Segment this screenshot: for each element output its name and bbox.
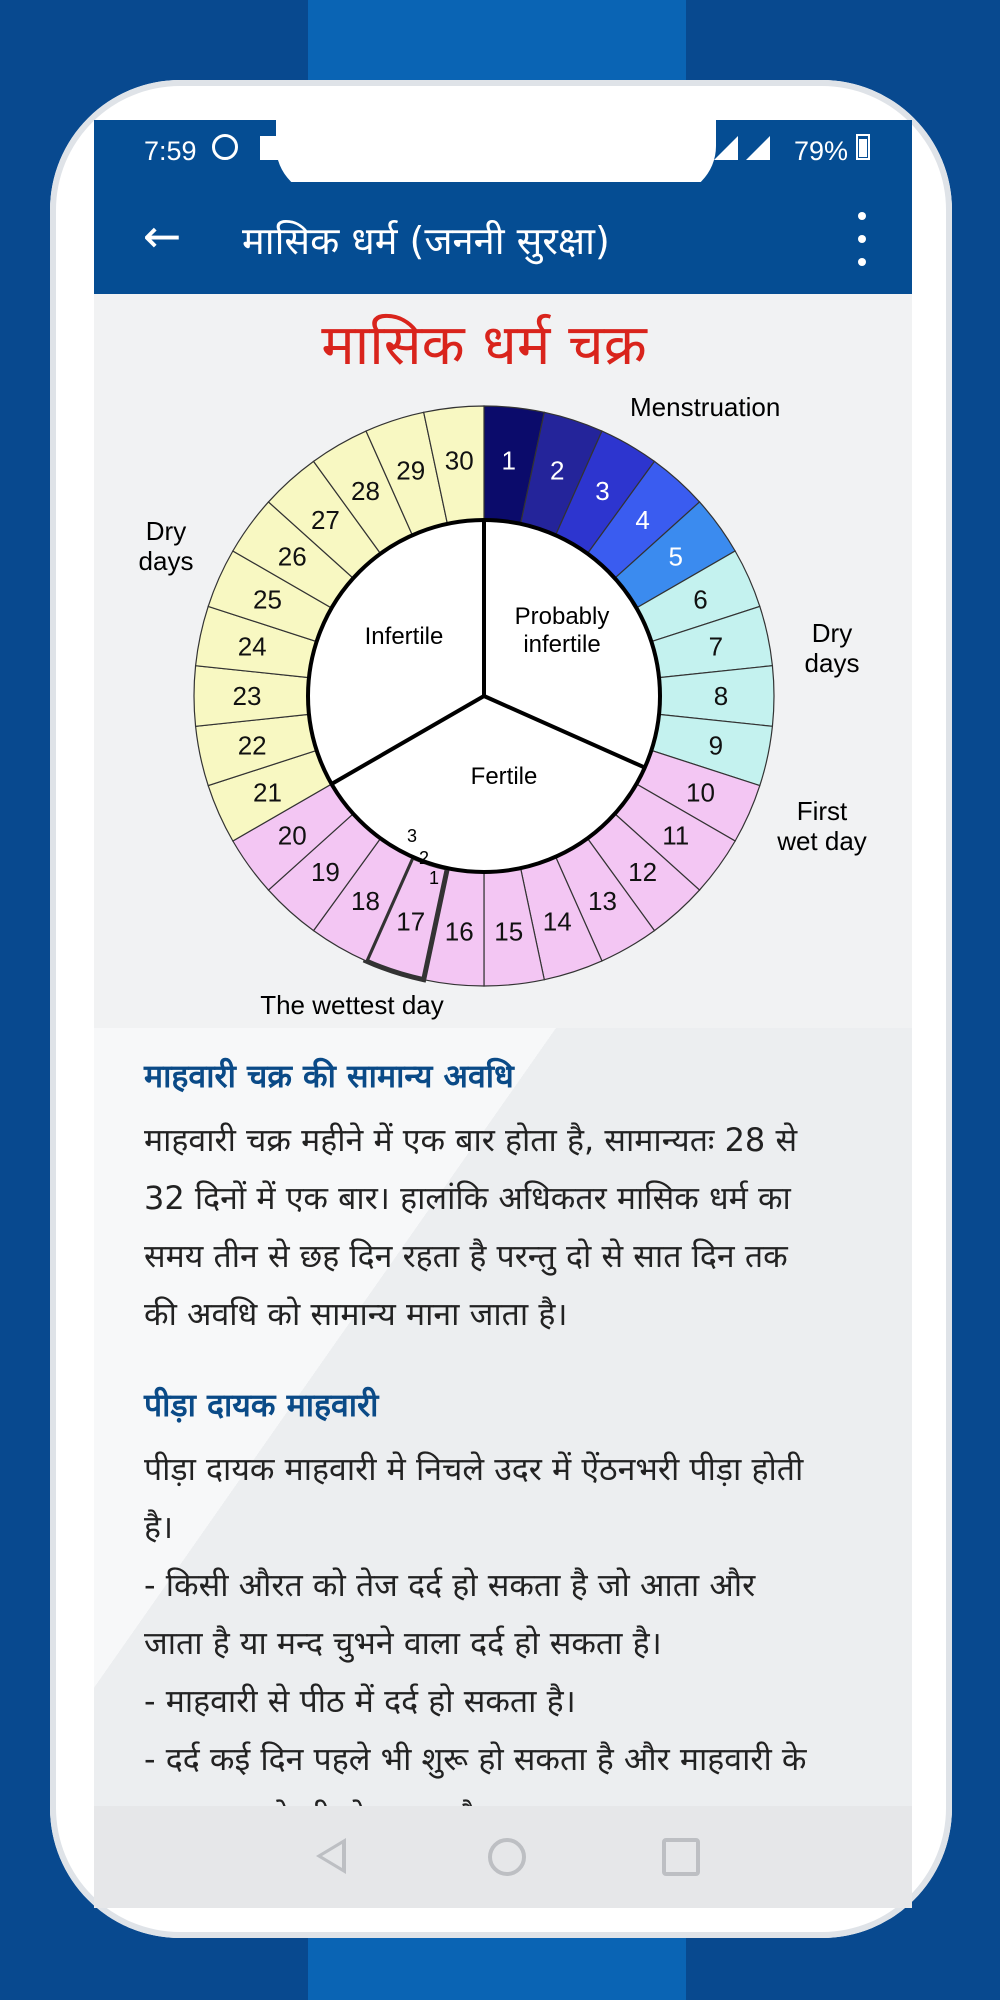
cycle-day-number: 6	[693, 584, 708, 615]
cycle-day-number: 26	[277, 541, 307, 572]
cycle-day-number: 7	[708, 631, 724, 662]
fertile-marker: 1	[428, 868, 440, 888]
cycle-day-number: 12	[628, 857, 658, 888]
battery-percent: 79%	[794, 136, 849, 166]
fertile-marker: 3	[406, 826, 418, 846]
nav-home-icon[interactable]	[488, 1838, 526, 1876]
article-text	[144, 1054, 884, 1846]
label-first-wet-2: wet day	[777, 826, 867, 856]
cycle-day-number: 13	[588, 886, 617, 917]
menstrual-cycle-diagram	[94, 294, 912, 1028]
app-bar	[94, 182, 912, 294]
cycle-day-number: 27	[310, 504, 340, 535]
section-heading-duration: माहवारी चक्र की सामान्य अवधि	[144, 1057, 514, 1095]
cycle-day-number: 21	[253, 777, 282, 808]
label-dry-right-1: Dry	[811, 618, 853, 648]
label-menstruation: Menstruation	[630, 392, 781, 422]
diagram-title: मासिक धर्म चक्र	[321, 313, 647, 378]
text-line: - दर्द कई दिन पहले भी शुरू हो सकता है और माहवारी के	[144, 1740, 807, 1778]
label-wettest-day: The wettest day	[260, 990, 444, 1020]
label-probably: Probably	[514, 603, 610, 630]
text-line: समय तीन से छह दिन रहता है परन्तु दो से सात दिन तक	[144, 1237, 788, 1275]
cycle-day-number: 3	[595, 475, 610, 506]
section-para-duration	[144, 1111, 884, 1343]
text-line: 32 दिनों में एक बार। हालांकि अधिकतर मासिक धर्म का	[144, 1179, 791, 1217]
cycle-day-number: 18	[351, 886, 380, 917]
content-scroll-area[interactable]	[94, 294, 912, 1806]
text-line: पीड़ा दायक माहवारी मे निचले उदर में ऐंठनभरी पीड़ा होती	[144, 1450, 804, 1488]
nav-recents-icon[interactable]	[662, 1838, 700, 1876]
android-nav-bar	[94, 1806, 912, 1908]
text-line: माहवारी चक्र महीने में एक बार होता है, सामान्यतः 28 से	[144, 1121, 798, 1159]
fertile-marker: 2	[418, 848, 430, 868]
page-title: मासिक धर्म (जननी सुरक्षा)	[242, 219, 610, 263]
cycle-day-number: 23	[232, 681, 262, 711]
more-options-icon[interactable]	[842, 212, 882, 266]
back-arrow-icon[interactable]: ←	[142, 209, 182, 263]
text-line: - माहवारी से पीठ में दर्द हो सकता है।	[144, 1682, 576, 1720]
label-infertile-2: infertile	[523, 631, 601, 658]
section-para-painful	[144, 1440, 884, 1846]
text-line: - किसी औरत को तेज दर्द हो सकता है जो आता और	[144, 1566, 756, 1604]
cycle-day-number: 28	[351, 475, 380, 506]
phone-screen	[94, 120, 912, 1908]
label-infertile: Infertile	[364, 623, 444, 650]
cycle-day-number: 16	[444, 916, 474, 947]
cycle-day-number: 9	[708, 730, 724, 761]
cycle-day-number: 4	[635, 504, 650, 535]
cycle-day-number: 17	[396, 906, 426, 937]
cycle-day-number: 8	[713, 681, 729, 711]
cycle-day-number: 25	[253, 584, 282, 615]
label-fertile: Fertile	[470, 763, 538, 790]
text-line: जाता है या मन्द चुभने वाला दर्द हो सकता है।	[144, 1624, 662, 1662]
cycle-day-number: 5	[668, 541, 683, 572]
nav-back-icon[interactable]	[316, 1838, 346, 1874]
cycle-day-number: 20	[277, 820, 307, 851]
battery-icon	[856, 134, 870, 160]
cycle-day-number: 22	[237, 730, 267, 761]
text-line: की अवधि को सामान्य माना जाता है।	[144, 1295, 568, 1333]
status-time: 7:59	[144, 136, 197, 166]
label-first-wet-1: First	[796, 796, 848, 826]
cycle-day-number: 10	[686, 777, 715, 808]
cycle-day-number: 19	[310, 857, 340, 888]
cycle-diagram-svg	[94, 294, 912, 1028]
label-dry-left-2: days	[138, 546, 194, 576]
section-heading-painful: पीड़ा दायक माहवारी	[144, 1386, 379, 1424]
cycle-day-number: 2	[550, 455, 565, 486]
cycle-day-number: 15	[494, 916, 524, 947]
cycle-day-number: 29	[396, 455, 426, 486]
cycle-day-number: 24	[237, 631, 267, 662]
cycle-day-number: 14	[542, 906, 572, 937]
cycle-day-number: 1	[501, 445, 517, 476]
cycle-day-number: 30	[444, 445, 474, 476]
whatsapp-icon	[212, 134, 238, 160]
text-line: है।	[144, 1508, 174, 1546]
label-dry-left-1: Dry	[145, 516, 187, 546]
wifi-signal-icon	[714, 136, 738, 160]
label-dry-right-2: days	[804, 648, 860, 678]
cycle-day-number: 11	[662, 820, 690, 851]
cell-signal-icon	[746, 136, 770, 160]
